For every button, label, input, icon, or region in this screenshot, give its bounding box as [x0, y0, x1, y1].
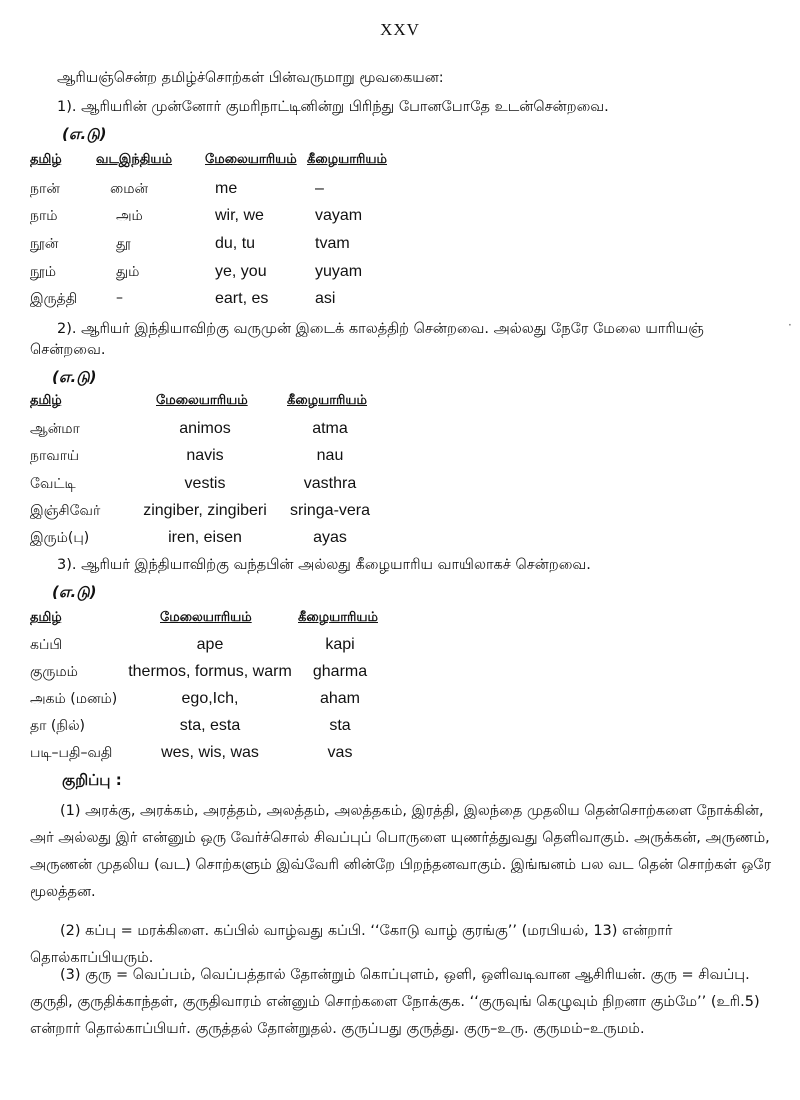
- s1-r1-eastern: –: [315, 180, 324, 197]
- page-number: XXV: [380, 20, 420, 39]
- s2-r4-eastern: sringa-vera: [289, 502, 371, 519]
- s2-r1-western: animos: [179, 420, 231, 437]
- s2-r2-tamil: நாவாய்: [30, 448, 80, 464]
- s2-r3-western: vestis: [184, 475, 226, 492]
- s1-r4-tamil: நூம்: [30, 264, 56, 280]
- s2-r5-tamil: இரும்(பு): [30, 530, 90, 546]
- note-paragraph-3: (3) குரு = வெப்பம், வெப்பத்தால் தோன்றும் கொப்புளம், ஒளி, ஒளிவடிவான ஆசிரியன். குரு = சிவப்பு. குருதி, குருதிக்காந்தள், குருதிவாரம் என்னும் சொற்களை நோக்குக. ‘‘குருவுங் கெழுவும் நிறனா கும்மே’’ (உரி.5) என்றார் தொல்காப்பியர். குருத்தல் தோன்றுதல். குருப்பது குருத்து. குரு–உரு. குருமம்–உருமம்.: [30, 967, 760, 1037]
- s1-header-tamil: தமிழ்: [30, 152, 62, 167]
- s1-r1-tamil: நான்: [30, 181, 60, 197]
- s1-r3-eastern: tvam: [315, 235, 350, 252]
- s1-r2-western: wir, we: [215, 207, 264, 224]
- s2-r1-tamil: ஆன்மா: [30, 421, 80, 437]
- note-heading: குறிப்பு :: [62, 771, 122, 789]
- intro-line: ஆரியஞ்சென்ற தமிழ்ச்சொற்கள் பின்வருமாறு மூவகையன:: [57, 70, 444, 86]
- s3-header-western-aryan: மேலையாரியம்: [160, 610, 252, 625]
- section3-eg: (எ.டு): [52, 583, 97, 601]
- s1-r5-north: –: [116, 290, 123, 306]
- section1-eg: (எ.டு): [62, 125, 107, 143]
- s3-r3-western: ego,Ich,: [181, 690, 239, 707]
- section2-eg: (எ.டு): [52, 368, 97, 386]
- s3-r4-tamil: தா (நில்): [30, 718, 86, 734]
- s3-r2-tamil: குருமம்: [30, 664, 78, 680]
- s2-r5-eastern: ayas: [313, 529, 347, 546]
- s1-r2-north: அம்: [116, 208, 143, 224]
- note-paragraph-2: (2) கப்பு = மரக்கிளை. கப்பில் வாழ்வது கப்பி. ‘‘கோடு வாழ் குரங்கு’’ (மரபியல், 13) என்றார் தொல்காப்பியரும்.: [30, 923, 673, 966]
- s2-header-tamil: தமிழ்: [30, 393, 62, 408]
- s2-header-western-aryan: மேலையாரியம்: [156, 393, 248, 408]
- s1-header-western-aryan: மேலையாரியம்: [205, 152, 297, 167]
- s3-r1-eastern: kapi: [325, 636, 355, 653]
- s3-r5-western: wes, wis, was: [161, 744, 259, 761]
- s3-r3-eastern: aham: [319, 690, 361, 707]
- s1-r1-western: me: [215, 180, 238, 197]
- s1-r3-north: தூ: [116, 236, 131, 252]
- s2-header-eastern-aryan: கீழையாரியம்: [287, 393, 367, 408]
- s2-r3-tamil: வேட்டி: [30, 476, 76, 492]
- s1-r4-north: தும்: [116, 264, 140, 280]
- section2-heading-line2: சென்றவை.: [30, 342, 106, 358]
- s2-r2-eastern: nau: [316, 447, 344, 464]
- section3-heading: 3). ஆரியர் இந்தியாவிற்கு வந்தபின் அல்லது கீழையாரிய வாயிலாகச் சென்றவை.: [57, 557, 591, 573]
- s3-header-eastern-aryan: கீழையாரியம்: [298, 610, 378, 625]
- section2-heading-line1: 2). ஆரியர் இந்தியாவிற்கு வருமுன் இடைக் காலத்திற் சென்றவை. அல்லது நேரே மேலை யாரியஞ்: [57, 321, 704, 337]
- s3-r1-western: ape: [196, 636, 224, 653]
- s2-r3-eastern: vasthra: [303, 475, 357, 492]
- s1-r3-western: du, tu: [215, 235, 256, 252]
- s1-header-eastern-aryan: கீழையாரியம்: [307, 152, 387, 167]
- s1-r5-tamil: இருத்தி: [30, 291, 78, 307]
- s3-r2-western: thermos, formus, warm: [128, 663, 292, 680]
- s2-r1-eastern: atma: [312, 420, 348, 437]
- s1-r2-eastern: vayam: [315, 207, 363, 224]
- s1-r4-western: ye, you: [215, 263, 267, 280]
- note-paragraph-1: (1) அரக்கு, அரக்கம், அரத்தம், அலத்தம், அலத்தகம், இரத்தி, இலந்தை முதலிய தென்சொற்களை நோக்கின், அர் அல்லது இர் என்னும் ஒரு வேர்ச்சொல் சிவப்புப் பொருளை யுணர்த்துவது தெளிவாகும். அருக்கன், அருணம், அருணன் முதலிய (வட) சொற்களும் இவ்வேரி னின்றே பிறந்தனவாகும். இங்ஙனம் பல வட தென் சொற்கள் ஒரே மூலத்தன.: [30, 803, 772, 900]
- s3-r4-eastern: sta: [329, 717, 351, 734]
- s1-r4-eastern: yuyam: [315, 263, 363, 280]
- s3-r1-tamil: கப்பி: [30, 637, 63, 653]
- s2-r4-tamil: இஞ்சிவேர்: [30, 503, 101, 519]
- s3-r3-tamil: அகம் (மனம்): [30, 691, 118, 707]
- s3-r5-eastern: vas: [327, 744, 353, 761]
- margin-mark: ·: [788, 318, 792, 332]
- s1-r2-tamil: நாம்: [30, 208, 58, 224]
- s1-r3-tamil: நூன்: [30, 236, 59, 252]
- s3-r5-tamil: படி–பதி–வதி: [30, 745, 113, 761]
- s3-header-tamil: தமிழ்: [30, 610, 62, 625]
- s3-r4-western: sta, esta: [179, 717, 241, 734]
- s1-header-north-indian: வடஇந்தியம்: [96, 152, 173, 167]
- s1-r1-north: மைன்: [110, 181, 149, 197]
- s2-r5-western: iren, eisen: [168, 529, 242, 546]
- s1-r5-eastern: asi: [315, 290, 336, 307]
- s3-r2-eastern: gharma: [312, 663, 368, 680]
- s2-r4-western: zingiber, zingiberi: [143, 502, 267, 519]
- s2-r2-western: navis: [186, 447, 224, 464]
- section1-heading: 1). ஆரியரின் முன்னோர் குமரிநாட்டினின்று பிரிந்து போனபோதே உடன்சென்றவை.: [57, 99, 609, 115]
- s1-r5-western: eart, es: [215, 290, 269, 307]
